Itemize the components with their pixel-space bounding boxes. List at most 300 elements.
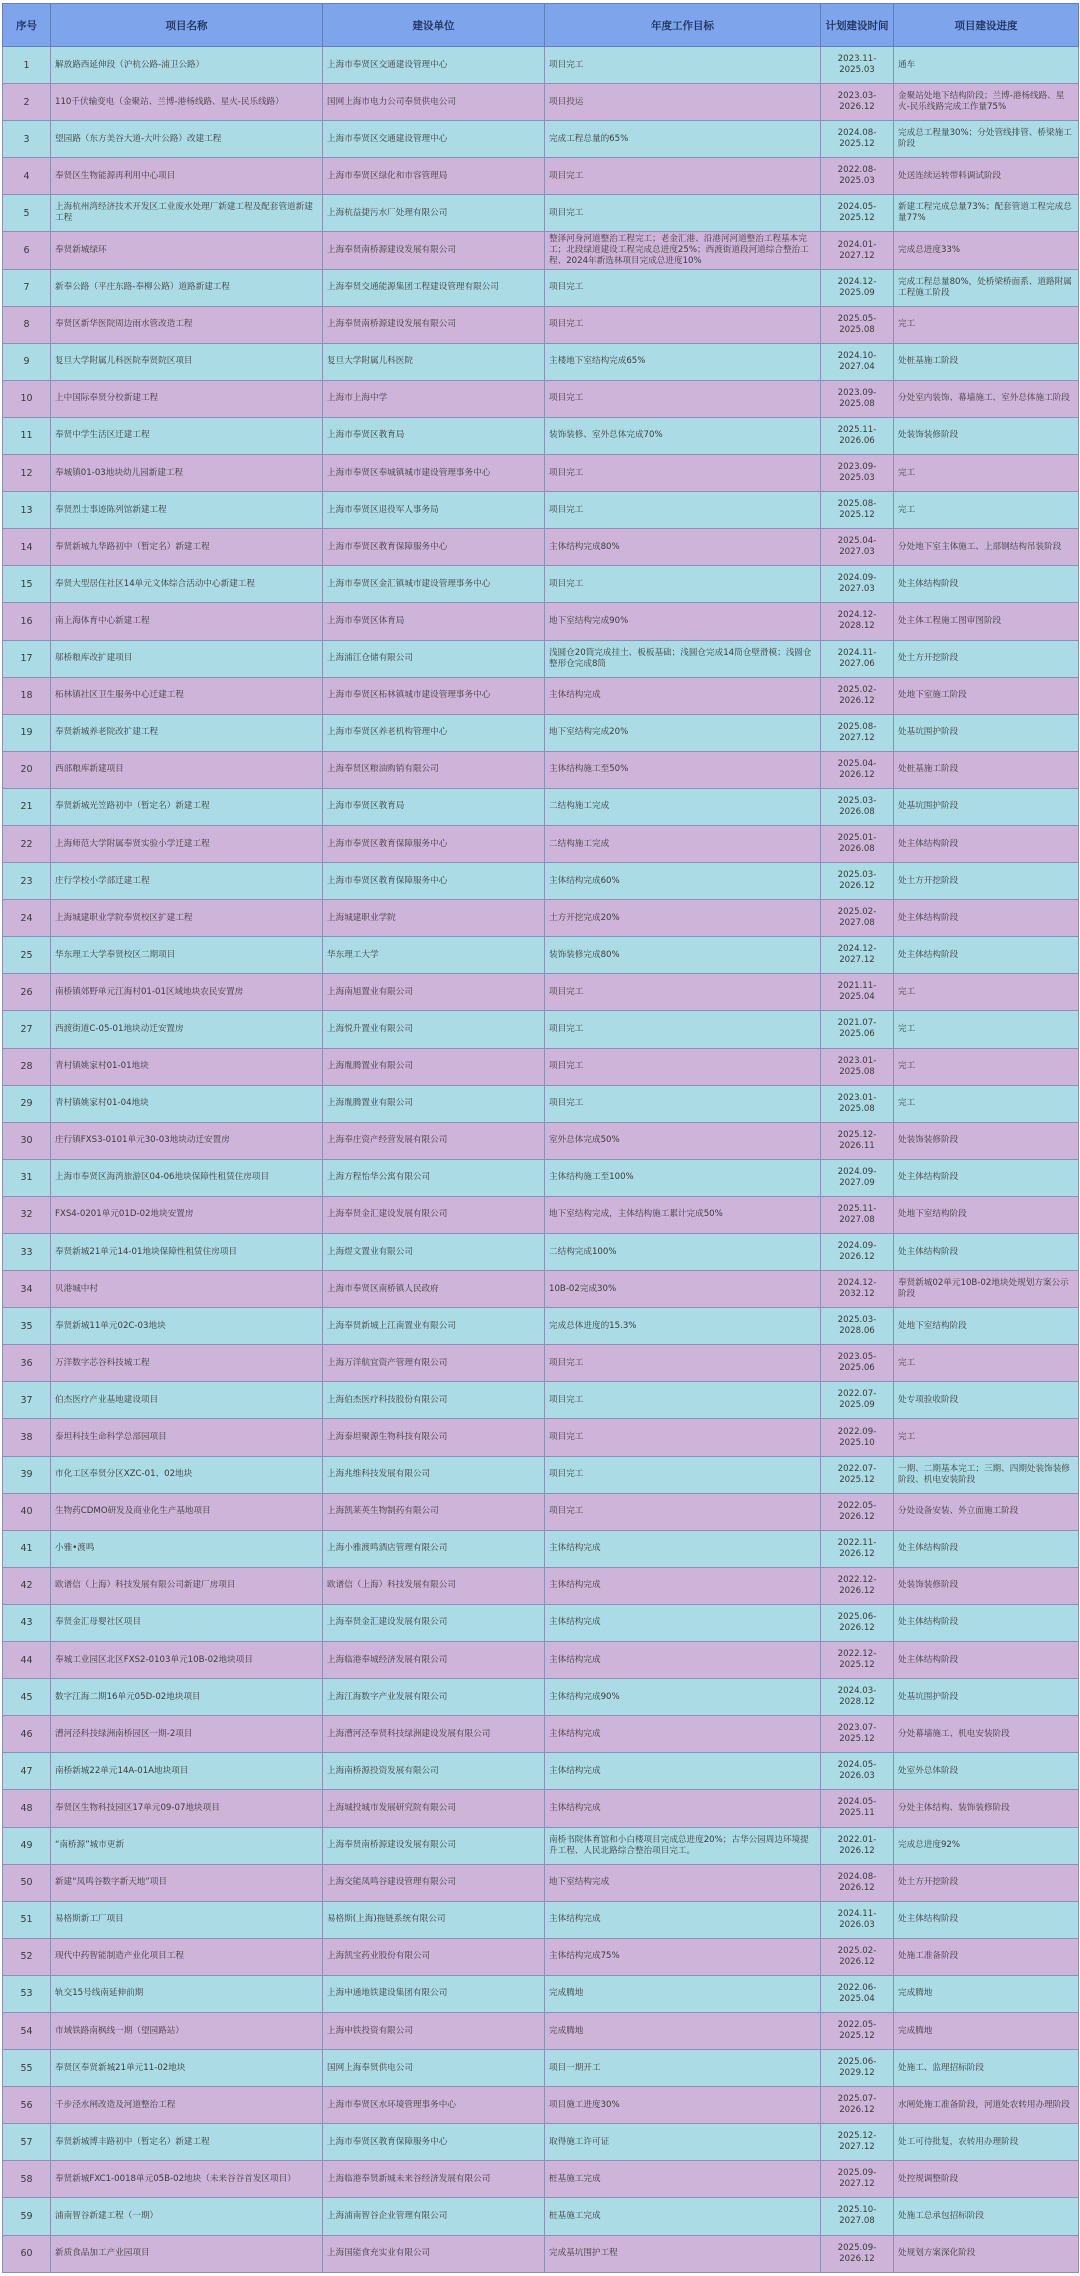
cell-annual-goal: 项目完工 bbox=[545, 269, 821, 306]
cell-builder: 上海杭益捷污水厂处理有限公司 bbox=[323, 195, 545, 232]
cell-builder: 上海城建职业学院 bbox=[323, 900, 545, 937]
cell-builder: 上海南旭置业有限公司 bbox=[323, 974, 545, 1011]
cell-index: 27 bbox=[3, 1011, 51, 1048]
cell-planned-time: 2022.07- 2025.12 bbox=[821, 1456, 894, 1493]
project-table bbox=[2, 3, 1079, 2273]
cell-planned-time: 2024.12- 2025.09 bbox=[821, 269, 894, 306]
cell-index: 57 bbox=[3, 2124, 51, 2161]
cell-builder: 上海市上海中学 bbox=[323, 380, 545, 417]
cell-progress: 处主体结构阶段 bbox=[894, 566, 1079, 603]
cell-builder: 上海申铁投资有限公司 bbox=[323, 2012, 545, 2049]
cell-annual-goal: 地下室结构完成20% bbox=[545, 714, 821, 751]
cell-index: 46 bbox=[3, 1716, 51, 1753]
cell-builder: 上海市奉贤区南桥镇人民政府 bbox=[323, 1271, 545, 1308]
cell-progress: 完成总工程量30%；分处管线排管、桥梁施工阶段 bbox=[894, 121, 1079, 158]
cell-planned-time: 2025.11- 2027.08 bbox=[821, 1196, 894, 1233]
cell-annual-goal: 地下室结构完成90% bbox=[545, 603, 821, 640]
cell-annual-goal: 项目完工 bbox=[545, 195, 821, 232]
cell-progress: 奉贤新城02单元10B-02地块处规划方案公示阶段 bbox=[894, 1271, 1079, 1308]
cell-annual-goal: 主体结构完成 bbox=[545, 1901, 821, 1938]
cell-builder: 上海市奉贤区教育保障服务中心 bbox=[323, 825, 545, 862]
cell-builder: 上海市奉贤区教育局 bbox=[323, 417, 545, 454]
cell-builder: 上海泰坦聚源生物科技有限公司 bbox=[323, 1419, 545, 1456]
table-row bbox=[3, 751, 1079, 788]
table-row bbox=[3, 714, 1079, 751]
cell-project-name: FXS4-0201单元01D-02地块安置房 bbox=[51, 1196, 323, 1233]
table-row bbox=[3, 1975, 1079, 2012]
cell-progress: 处送连续运转带料调试阶段 bbox=[894, 158, 1079, 195]
table-row bbox=[3, 1122, 1079, 1159]
cell-index: 16 bbox=[3, 603, 51, 640]
table-row bbox=[3, 1345, 1079, 1382]
cell-annual-goal: 主体结构完成 bbox=[545, 1567, 821, 1604]
cell-index: 29 bbox=[3, 1085, 51, 1122]
cell-progress: 分处幕墙施工、机电安装阶段 bbox=[894, 1716, 1079, 1753]
header-row bbox=[3, 4, 1079, 47]
cell-progress: 处基坑围护阶段 bbox=[894, 1679, 1079, 1716]
table-row bbox=[3, 269, 1079, 306]
cell-project-name: 轨交15号线南延伸前期 bbox=[51, 1975, 323, 2012]
table-row bbox=[3, 1308, 1079, 1345]
cell-progress: 处主体结构阶段 bbox=[894, 825, 1079, 862]
cell-annual-goal: 完成腾地 bbox=[545, 2012, 821, 2049]
cell-progress: 分处室内装饰、幕墙施工、室外总体施工阶段 bbox=[894, 380, 1079, 417]
cell-index: 48 bbox=[3, 1790, 51, 1827]
cell-project-name: 生物药CDMO研发及商业化生产基地项目 bbox=[51, 1493, 323, 1530]
table-row bbox=[3, 2012, 1079, 2049]
cell-planned-time: 2025.02- 2026.12 bbox=[821, 1938, 894, 1975]
cell-annual-goal: 项目完工 bbox=[545, 974, 821, 1011]
cell-planned-time: 2022.06- 2025.04 bbox=[821, 1975, 894, 2012]
table-row bbox=[3, 195, 1079, 232]
cell-progress: 分处地下室主体施工、上部钢结构吊装阶段 bbox=[894, 529, 1079, 566]
cell-project-name: 新奉公路（平庄东路-奉柳公路）道路新建工程 bbox=[51, 269, 323, 306]
cell-progress: 完工 bbox=[894, 974, 1079, 1011]
cell-progress: 处土方开挖阶段 bbox=[894, 640, 1079, 677]
cell-progress: 处主体结构阶段 bbox=[894, 1604, 1079, 1641]
cell-project-name: 奉贤新城11单元02C-03地块 bbox=[51, 1308, 323, 1345]
cell-project-name: 奉贤区新华医院周边雨水管改造工程 bbox=[51, 306, 323, 343]
cell-annual-goal: 主体结构完成75% bbox=[545, 1938, 821, 1975]
cell-planned-time: 2025.03- 2026.12 bbox=[821, 863, 894, 900]
cell-index: 58 bbox=[3, 2161, 51, 2198]
cell-planned-time: 2023.11- 2025.03 bbox=[821, 47, 894, 84]
cell-project-name: 复旦大学附属儿科医院奉贤院区项目 bbox=[51, 343, 323, 380]
cell-annual-goal: 项目完工 bbox=[545, 566, 821, 603]
table-row bbox=[3, 677, 1079, 714]
cell-index: 14 bbox=[3, 529, 51, 566]
cell-builder: 上海奉贤新城上江南置业有限公司 bbox=[323, 1308, 545, 1345]
cell-index: 13 bbox=[3, 492, 51, 529]
cell-builder: 复旦大学附属儿科医院 bbox=[323, 343, 545, 380]
cell-builder: 上海市奉贤区退役军人事务局 bbox=[323, 492, 545, 529]
cell-progress: 处基坑围护阶段 bbox=[894, 788, 1079, 825]
col-header-annual-goal: 年度工作目标 bbox=[545, 4, 821, 47]
cell-project-name: 望园路（东方美谷大道-大叶公路）改建工程 bbox=[51, 121, 323, 158]
cell-progress: 处控规调整阶段 bbox=[894, 2161, 1079, 2198]
cell-builder: 上海小雅渡鸣酒店管理有限公司 bbox=[323, 1530, 545, 1567]
table-row bbox=[3, 343, 1079, 380]
cell-builder: 上海奉贤南桥源建设发展有限公司 bbox=[323, 306, 545, 343]
cell-progress: 处装饰装修阶段 bbox=[894, 417, 1079, 454]
cell-project-name: 南上海体育中心新建工程 bbox=[51, 603, 323, 640]
cell-annual-goal: 项目施工进度30% bbox=[545, 2087, 821, 2124]
cell-builder: 华东理工大学 bbox=[323, 937, 545, 974]
cell-progress: 完工 bbox=[894, 1345, 1079, 1382]
cell-builder: 上海国能食充实业有限公司 bbox=[323, 2235, 545, 2272]
cell-index: 26 bbox=[3, 974, 51, 1011]
cell-project-name: 奉贤新城博丰路初中（暂定名）新建工程 bbox=[51, 2124, 323, 2161]
cell-annual-goal: 项目完工 bbox=[545, 1382, 821, 1419]
table-row bbox=[3, 417, 1079, 454]
cell-index: 7 bbox=[3, 269, 51, 306]
cell-annual-goal: 完成基坑围护工程 bbox=[545, 2235, 821, 2272]
cell-annual-goal: 主体结构施工至100% bbox=[545, 1159, 821, 1196]
cell-progress: 处地下室结构阶段 bbox=[894, 1196, 1079, 1233]
cell-project-name: 漕河泾科技绿洲南桥园区一期-2项目 bbox=[51, 1716, 323, 1753]
table-row bbox=[3, 1159, 1079, 1196]
cell-index: 40 bbox=[3, 1493, 51, 1530]
cell-planned-time: 2022.08- 2025.03 bbox=[821, 158, 894, 195]
cell-planned-time: 2024.11- 2027.06 bbox=[821, 640, 894, 677]
table-body bbox=[3, 47, 1079, 2273]
cell-builder: 上海临港奉贤新城未来谷经济发展有限公司 bbox=[323, 2161, 545, 2198]
cell-progress: 处主体结构阶段 bbox=[894, 937, 1079, 974]
cell-index: 15 bbox=[3, 566, 51, 603]
cell-project-name: 千步泾水闸改造及河道整治工程 bbox=[51, 2087, 323, 2124]
cell-annual-goal: 项目完工 bbox=[545, 158, 821, 195]
cell-builder: 上海交能凤鸣谷建设管理有限公司 bbox=[323, 1864, 545, 1901]
cell-project-name: 易格斯新工厂项目 bbox=[51, 1901, 323, 1938]
cell-planned-time: 2022.05- 2025.12 bbox=[821, 2012, 894, 2049]
cell-builder: 易格斯(上海)拖链系统有限公司 bbox=[323, 1901, 545, 1938]
cell-progress: 完工 bbox=[894, 1419, 1079, 1456]
cell-planned-time: 2024.05- 2025.11 bbox=[821, 1790, 894, 1827]
cell-annual-goal: 项目完工 bbox=[545, 1011, 821, 1048]
cell-builder: 上海市奉贤区交通建设管理中心 bbox=[323, 47, 545, 84]
cell-planned-time: 2025.02- 2027.08 bbox=[821, 900, 894, 937]
table-row bbox=[3, 1196, 1079, 1233]
cell-annual-goal: 地下室结构完成，主体结构施工累计完成50% bbox=[545, 1196, 821, 1233]
cell-annual-goal: 装饰装修、室外总体完成70% bbox=[545, 417, 821, 454]
cell-project-name: 青村镇姚家村01-01地块 bbox=[51, 1048, 323, 1085]
cell-progress: 处装饰装修阶段 bbox=[894, 1122, 1079, 1159]
table-row bbox=[3, 158, 1079, 195]
cell-builder: 国网上海奉贤供电公司 bbox=[323, 2050, 545, 2087]
cell-index: 5 bbox=[3, 195, 51, 232]
cell-planned-time: 2024.05- 2026.03 bbox=[821, 1753, 894, 1790]
cell-planned-time: 2023.01- 2025.08 bbox=[821, 1048, 894, 1085]
col-header-builder: 建设单位 bbox=[323, 4, 545, 47]
cell-index: 21 bbox=[3, 788, 51, 825]
table-row bbox=[3, 1382, 1079, 1419]
cell-builder: 上海市奉贤区体育局 bbox=[323, 603, 545, 640]
cell-progress: 处工可待批复，农转用办理阶段 bbox=[894, 2124, 1079, 2161]
table-row bbox=[3, 863, 1079, 900]
cell-project-name: “南桥源”城市更新 bbox=[51, 1827, 323, 1864]
table-row bbox=[3, 2124, 1079, 2161]
table-row bbox=[3, 306, 1079, 343]
cell-index: 44 bbox=[3, 1642, 51, 1679]
cell-builder: 上海市奉贤区柘林镇城市建设管理事务中心 bbox=[323, 677, 545, 714]
cell-planned-time: 2023.09- 2025.08 bbox=[821, 380, 894, 417]
cell-project-name: 庄行镇FXS3-0101单元30-03地块动迁安置房 bbox=[51, 1122, 323, 1159]
cell-builder: 上海临港奉城经济发展有限公司 bbox=[323, 1642, 545, 1679]
cell-progress: 通车 bbox=[894, 47, 1079, 84]
cell-annual-goal: 整泽河身河道整治工程完工；老金汇港、沿港河河道整治工程基本完工；北段绿道建设工程完成总进度25%；西渡街道段河道综合整治工程、2024年新选林项目完成总进度10% bbox=[545, 232, 821, 269]
cell-progress: 处主体结构阶段 bbox=[894, 900, 1079, 937]
cell-annual-goal: 项目完工 bbox=[545, 492, 821, 529]
table-row bbox=[3, 1419, 1079, 1456]
table-row bbox=[3, 1642, 1079, 1679]
table-row bbox=[3, 1716, 1079, 1753]
table-row bbox=[3, 1271, 1079, 1308]
cell-planned-time: 2025.11- 2026.06 bbox=[821, 417, 894, 454]
table-row bbox=[3, 1604, 1079, 1641]
cell-project-name: 小雅•渡鸣 bbox=[51, 1530, 323, 1567]
cell-index: 39 bbox=[3, 1456, 51, 1493]
cell-index: 47 bbox=[3, 1753, 51, 1790]
table-row bbox=[3, 121, 1079, 158]
cell-progress: 处桩基施工阶段 bbox=[894, 343, 1079, 380]
cell-annual-goal: 主楼地下室结构完成65% bbox=[545, 343, 821, 380]
cell-builder: 上海胤腾置业有限公司 bbox=[323, 1048, 545, 1085]
cell-index: 18 bbox=[3, 677, 51, 714]
cell-index: 11 bbox=[3, 417, 51, 454]
cell-index: 38 bbox=[3, 1419, 51, 1456]
col-header-planned-time: 计划建设时间 bbox=[821, 4, 894, 47]
table-row bbox=[3, 825, 1079, 862]
cell-annual-goal: 二结构施工完成 bbox=[545, 825, 821, 862]
cell-progress: 新建工程完成总量73%；配套管道工程完成总量77% bbox=[894, 195, 1079, 232]
cell-project-name: 奉贤新城九华路初中（暂定名）新建工程 bbox=[51, 529, 323, 566]
cell-project-name: 奉城镇01-03地块幼儿园新建工程 bbox=[51, 455, 323, 492]
cell-planned-time: 2025.09- 2027.12 bbox=[821, 2161, 894, 2198]
cell-builder: 上海奉贤南桥源建设发展有限公司 bbox=[323, 1827, 545, 1864]
cell-index: 53 bbox=[3, 1975, 51, 2012]
table-row bbox=[3, 603, 1079, 640]
cell-index: 31 bbox=[3, 1159, 51, 1196]
table-row bbox=[3, 1085, 1079, 1122]
cell-annual-goal: 主体结构完成90% bbox=[545, 1679, 821, 1716]
cell-project-name: 现代中药智能制造产业化项目工程 bbox=[51, 1938, 323, 1975]
table-row bbox=[3, 937, 1079, 974]
cell-annual-goal: 项目完工 bbox=[545, 1345, 821, 1382]
table-row bbox=[3, 455, 1079, 492]
cell-builder: 上海市奉贤区绿化和市容管理局 bbox=[323, 158, 545, 195]
cell-annual-goal: 主体结构施工至50% bbox=[545, 751, 821, 788]
cell-index: 2 bbox=[3, 84, 51, 121]
cell-index: 49 bbox=[3, 1827, 51, 1864]
cell-project-name: 青村镇姚家村01-04地块 bbox=[51, 1085, 323, 1122]
cell-progress: 处规划方案深化阶段 bbox=[894, 2235, 1079, 2272]
cell-annual-goal: 主体结构完成 bbox=[545, 1604, 821, 1641]
cell-builder: 上海市奉贤区教育保障服务中心 bbox=[323, 529, 545, 566]
table-row bbox=[3, 1790, 1079, 1827]
cell-annual-goal: 项目完工 bbox=[545, 1419, 821, 1456]
cell-builder: 上海浦南智谷企业管理有限公司 bbox=[323, 2198, 545, 2235]
cell-index: 32 bbox=[3, 1196, 51, 1233]
cell-annual-goal: 10B-02完成30% bbox=[545, 1271, 821, 1308]
cell-index: 45 bbox=[3, 1679, 51, 1716]
cell-index: 12 bbox=[3, 455, 51, 492]
cell-planned-time: 2025.08- 2027.12 bbox=[821, 714, 894, 751]
cell-annual-goal: 土方开挖完成20% bbox=[545, 900, 821, 937]
cell-progress: 完成总进度33% bbox=[894, 232, 1079, 269]
cell-builder: 上海万洋航宜资产管理有限公司 bbox=[323, 1345, 545, 1382]
cell-index: 8 bbox=[3, 306, 51, 343]
cell-index: 50 bbox=[3, 1864, 51, 1901]
cell-builder: 上海南桥源投资发展有限公司 bbox=[323, 1753, 545, 1790]
cell-project-name: 奉贤区奉贤新城21单元11-02地块 bbox=[51, 2050, 323, 2087]
cell-project-name: 浦南智谷新建工程（一期） bbox=[51, 2198, 323, 2235]
cell-planned-time: 2025.12- 2026.11 bbox=[821, 1122, 894, 1159]
table-row bbox=[3, 974, 1079, 1011]
cell-project-name: 市化工区奉贤分区XZC-01、02地块 bbox=[51, 1456, 323, 1493]
cell-builder: 欧谱信（上海）科技发展有限公司 bbox=[323, 1567, 545, 1604]
cell-planned-time: 2024.03- 2028.12 bbox=[821, 1679, 894, 1716]
cell-planned-time: 2024.09- 2027.03 bbox=[821, 566, 894, 603]
cell-annual-goal: 项目完工 bbox=[545, 1085, 821, 1122]
table-row bbox=[3, 2198, 1079, 2235]
cell-planned-time: 2024.08- 2026.12 bbox=[821, 1864, 894, 1901]
table-row bbox=[3, 788, 1079, 825]
cell-progress: 完成工程总量80%，处桥梁桥面系、道路附属工程施工阶段 bbox=[894, 269, 1079, 306]
cell-builder: 上海申通地铁建设集团有限公司 bbox=[323, 1975, 545, 2012]
cell-index: 37 bbox=[3, 1382, 51, 1419]
cell-index: 9 bbox=[3, 343, 51, 380]
cell-index: 19 bbox=[3, 714, 51, 751]
cell-annual-goal: 南桥书院体育馆和小白楼项目完成总进度20%；古华公园周边环境提升工程、人民北路综合整治项目完工。 bbox=[545, 1827, 821, 1864]
cell-project-name: 泰坦科技生命科学总部园项目 bbox=[51, 1419, 323, 1456]
cell-planned-time: 2023.05- 2025.06 bbox=[821, 1345, 894, 1382]
cell-project-name: 奉贤新城FXC1-0018单元05B-02地块（未来谷谷首发区项目） bbox=[51, 2161, 323, 2198]
cell-builder: 上海市奉贤区教育保障服务中心 bbox=[323, 2124, 545, 2161]
cell-planned-time: 2023.03- 2026.12 bbox=[821, 84, 894, 121]
cell-builder: 上海浦江仓储有限公司 bbox=[323, 640, 545, 677]
cell-planned-time: 2024.01- 2027.12 bbox=[821, 232, 894, 269]
cell-progress: 完工 bbox=[894, 1011, 1079, 1048]
cell-planned-time: 2023.01- 2025.08 bbox=[821, 1085, 894, 1122]
cell-planned-time: 2023.09- 2025.03 bbox=[821, 455, 894, 492]
cell-builder: 上海方程怡华公寓有限公司 bbox=[323, 1159, 545, 1196]
cell-index: 33 bbox=[3, 1234, 51, 1271]
cell-annual-goal: 二结构施工完成 bbox=[545, 788, 821, 825]
cell-annual-goal: 主体结构完成80% bbox=[545, 529, 821, 566]
cell-progress: 处土方开挖阶段 bbox=[894, 863, 1079, 900]
table-row bbox=[3, 2235, 1079, 2272]
cell-annual-goal: 桩基施工完成 bbox=[545, 2161, 821, 2198]
cell-index: 34 bbox=[3, 1271, 51, 1308]
cell-index: 59 bbox=[3, 2198, 51, 2235]
cell-project-name: 新质食品加工产业园项目 bbox=[51, 2235, 323, 2272]
cell-planned-time: 2024.10- 2027.04 bbox=[821, 343, 894, 380]
cell-project-name: 奉贤区生物能源再利用中心项目 bbox=[51, 158, 323, 195]
cell-builder: 上海市奉贤区教育局 bbox=[323, 788, 545, 825]
cell-planned-time: 2025.10- 2027.08 bbox=[821, 2198, 894, 2235]
cell-index: 10 bbox=[3, 380, 51, 417]
cell-progress: 分处设备安装、外立面施工阶段 bbox=[894, 1493, 1079, 1530]
cell-project-name: 万洋数字芯谷科技城工程 bbox=[51, 1345, 323, 1382]
cell-builder: 上海奉贤区粮油购销有限公司 bbox=[323, 751, 545, 788]
cell-annual-goal: 完成腾地 bbox=[545, 1975, 821, 2012]
cell-progress: 完成腾地 bbox=[894, 1975, 1079, 2012]
cell-planned-time: 2025.12- 2027.12 bbox=[821, 2124, 894, 2161]
cell-planned-time: 2022.05- 2026.12 bbox=[821, 1493, 894, 1530]
cell-progress: 完工 bbox=[894, 306, 1079, 343]
cell-project-name: 华东理工大学奉贤校区二期项目 bbox=[51, 937, 323, 974]
cell-annual-goal: 项目完工 bbox=[545, 1456, 821, 1493]
cell-index: 30 bbox=[3, 1122, 51, 1159]
table-row bbox=[3, 47, 1079, 84]
cell-annual-goal: 主体结构完成 bbox=[545, 677, 821, 714]
cell-planned-time: 2025.01- 2026.08 bbox=[821, 825, 894, 862]
cell-progress: 处桩基施工阶段 bbox=[894, 751, 1079, 788]
table-row bbox=[3, 640, 1079, 677]
cell-index: 23 bbox=[3, 863, 51, 900]
cell-builder: 上海奉庄资产经营发展有限公司 bbox=[323, 1122, 545, 1159]
cell-progress: 处主体结构阶段 bbox=[894, 1901, 1079, 1938]
table-row bbox=[3, 529, 1079, 566]
cell-index: 1 bbox=[3, 47, 51, 84]
cell-project-name: 上海杭州湾经济技术开发区工业废水处理厂新建工程及配套管道新建工程 bbox=[51, 195, 323, 232]
cell-index: 6 bbox=[3, 232, 51, 269]
cell-annual-goal: 主体结构完成 bbox=[545, 1530, 821, 1567]
cell-index: 42 bbox=[3, 1567, 51, 1604]
table-row bbox=[3, 900, 1079, 937]
cell-annual-goal: 地下室结构完成 bbox=[545, 1864, 821, 1901]
cell-annual-goal: 项目完工 bbox=[545, 1493, 821, 1530]
cell-planned-time: 2021.11- 2025.04 bbox=[821, 974, 894, 1011]
cell-project-name: 数字江海二期16单元05D-02地块项目 bbox=[51, 1679, 323, 1716]
cell-project-name: 市域铁路南枫线一期（望园路站） bbox=[51, 2012, 323, 2049]
cell-project-name: 解放路西延伸段（沪杭公路-浦卫公路） bbox=[51, 47, 323, 84]
cell-builder: 国网上海市电力公司奉贤供电公司 bbox=[323, 84, 545, 121]
cell-index: 51 bbox=[3, 1901, 51, 1938]
cell-project-name: 奉贤中学生活区迁建工程 bbox=[51, 417, 323, 454]
cell-annual-goal: 主体结构完成60% bbox=[545, 863, 821, 900]
cell-progress: 完工 bbox=[894, 1048, 1079, 1085]
cell-builder: 上海江海数字产业发展有限公司 bbox=[323, 1679, 545, 1716]
table-row bbox=[3, 1753, 1079, 1790]
cell-planned-time: 2025.04- 2027.03 bbox=[821, 529, 894, 566]
cell-planned-time: 2022.07- 2025.09 bbox=[821, 1382, 894, 1419]
cell-project-name: 西渡街道C-05-01地块动迁安置房 bbox=[51, 1011, 323, 1048]
cell-annual-goal: 室外总体完成50% bbox=[545, 1122, 821, 1159]
cell-planned-time: 2024.05- 2025.12 bbox=[821, 195, 894, 232]
cell-planned-time: 2024.12- 2032.12 bbox=[821, 1271, 894, 1308]
cell-progress: 处地下室施工阶段 bbox=[894, 677, 1079, 714]
table-row bbox=[3, 1901, 1079, 1938]
table-row bbox=[3, 232, 1079, 269]
cell-planned-time: 2021.07- 2025.06 bbox=[821, 1011, 894, 1048]
cell-builder: 上海市奉贤区水环境管理事务中心 bbox=[323, 2087, 545, 2124]
cell-progress: 一期、二期基本完工；三期、四期处装饰装修阶段、机电安装阶段 bbox=[894, 1456, 1079, 1493]
cell-builder: 上海兆维科技发展有限公司 bbox=[323, 1456, 545, 1493]
cell-progress: 处基坑围护阶段 bbox=[894, 714, 1079, 751]
cell-project-name: 奉城工业园区北区FXS2-0103单元10B-02地块项目 bbox=[51, 1642, 323, 1679]
cell-planned-time: 2024.12- 2028.12 bbox=[821, 603, 894, 640]
cell-project-name: 奉贤金汇母婴社区项目 bbox=[51, 1604, 323, 1641]
cell-index: 43 bbox=[3, 1604, 51, 1641]
cell-index: 35 bbox=[3, 1308, 51, 1345]
cell-progress: 处专项验收阶段 bbox=[894, 1382, 1079, 1419]
cell-builder: 上海市奉贤区养老机构管理中心 bbox=[323, 714, 545, 751]
cell-planned-time: 2025.08- 2025.12 bbox=[821, 492, 894, 529]
cell-planned-time: 2025.02- 2026.12 bbox=[821, 677, 894, 714]
cell-builder: 上海凯莱英生物制药有限公司 bbox=[323, 1493, 545, 1530]
cell-project-name: 伯杰医疗产业基地建设项目 bbox=[51, 1382, 323, 1419]
